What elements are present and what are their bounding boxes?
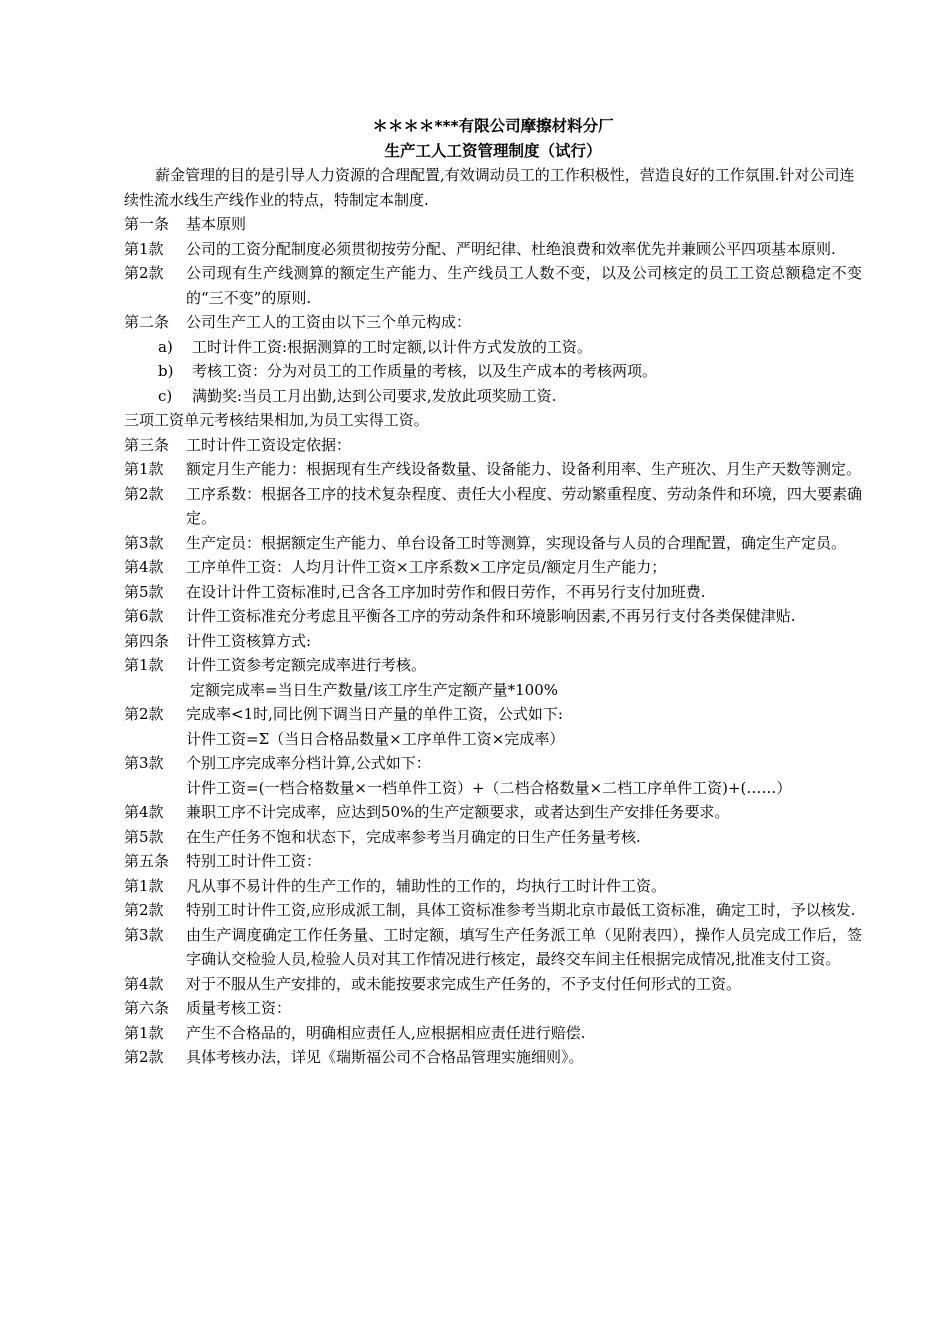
clause-text: 计件工资标准充分考虑且平衡各工序的劳动条件和环境影响因素,不再另行支付各类保健津贴. xyxy=(186,607,796,625)
clause-label: 第2款 xyxy=(124,1048,164,1066)
clause xyxy=(124,1045,862,1070)
sub-item-label: a) xyxy=(158,337,173,356)
clause-label: 第3款 xyxy=(124,533,164,552)
clause-label: 第2款 xyxy=(124,901,164,919)
clause-text: 公司现有生产线测算的额定生产能力、生产线员工人数不变，以及公司核定的员工工资总额稳定不变的“三不变”的原则. xyxy=(186,264,862,307)
clause xyxy=(124,898,862,923)
clause xyxy=(124,482,862,531)
article-5 xyxy=(124,849,862,874)
article-title: 计件工资核算方式: xyxy=(186,631,312,650)
sub-item-label: b) xyxy=(158,362,174,380)
clause xyxy=(124,237,862,262)
clause xyxy=(124,653,862,678)
clause xyxy=(124,555,862,580)
article-1 xyxy=(124,212,862,237)
clause-text: 对于不服从生产安排的，或未能按要求完成生产任务的，不予支付任何形式的工资。 xyxy=(186,974,742,993)
clause xyxy=(124,972,862,997)
clause xyxy=(124,825,862,850)
formula: 定额完成率=当日生产数量/该工序生产定额产量*100% xyxy=(190,680,559,699)
document-page xyxy=(124,114,862,1070)
clause-text: 产生不合格品的，明确相应责任人,应根据相应责任进行赔偿. xyxy=(186,1023,586,1042)
article-3 xyxy=(124,433,862,458)
sub-item-text: 满勤奖:当员工月出勤,达到公司要求,发放此项奖励工资. xyxy=(192,386,557,405)
article-6 xyxy=(124,996,862,1021)
clause-label: 第1款 xyxy=(124,1023,164,1042)
article-label: 第四条 xyxy=(124,631,170,650)
clause xyxy=(124,604,862,629)
clause-label: 第5款 xyxy=(124,582,164,601)
clause-label: 第1款 xyxy=(124,460,164,478)
clause-text: 特别工时计件工资,应形成派工制，具体工资标准参考当期北京市最低工资标准，确定工时，予以核发. xyxy=(186,901,856,919)
summary-line: 三项工资单元考核结果相加,为员工实得工资。 xyxy=(124,411,429,429)
clause-text: 由生产调度确定工作任务量、工时定额，填写生产任务派工单（见附表四），操作人员完成工作后，签字确认交检验人员,检验人员对其工作情况进行核定，最终交车间主任根据完成情况,批准支付工资。 xyxy=(186,925,862,968)
sub-item xyxy=(124,335,862,360)
article-title: 公司生产工人的工资由以下三个单元构成： xyxy=(186,313,472,331)
article-title: 基本原则 xyxy=(186,215,247,233)
clause-text: 生产定员：根据额定生产能力、单台设备工时等测算，实现设备与人员的合理配置，确定生产定员。 xyxy=(186,533,847,552)
clause-text: 工序系数：根据各工序的技术复杂程度、责任大小程度、劳动繁重程度、劳动条件和环境，四大要素确定。 xyxy=(186,484,862,527)
clause-text: 额定月生产能力：根据现有生产线设备数量、设备能力、设备利用率、生产班次、月生产天数等测定。 xyxy=(186,460,862,478)
article-title: 特别工时计件工资： xyxy=(186,852,322,870)
clause-label: 第1款 xyxy=(124,239,164,258)
clause-text: 具体考核办法，详见《瑞斯福公司不合格品管理实施细则》。 xyxy=(186,1048,584,1066)
clause xyxy=(124,874,862,899)
article-label: 第二条 xyxy=(124,313,170,331)
clause xyxy=(124,261,862,310)
sub-item xyxy=(124,384,862,409)
clause-text: 在设计计件工资标准时,已含各工序加时劳作和假日劳作，不再另行支付加班费. xyxy=(186,582,706,601)
clause xyxy=(124,702,862,727)
sub-item-text: 考核工资：分为对员工的工作质量的考核，以及生产成本的考核两项。 xyxy=(192,362,658,380)
clause-label: 第2款 xyxy=(124,705,164,723)
clause-label: 第5款 xyxy=(124,827,164,846)
clause-text: 凡从事不易计件的生产工作的，辅助性的工作的，均执行工时计件工资。 xyxy=(186,876,667,895)
clause-label: 第1款 xyxy=(124,876,164,895)
article-label: 第六条 xyxy=(124,999,170,1017)
intro-paragraph: 薪金管理的目的是引导人力资源的合理配置,有效调动员工的工作积极性，营造良好的工作氛围.针对公司连续性流水线生产线作业的特点，特制定本制度. xyxy=(124,166,855,209)
clause xyxy=(124,751,862,776)
clause-text: 公司的工资分配制度必须贯彻按劳分配、严明纪律、杜绝浪费和效率优先并兼顾公平四项基本原则. xyxy=(186,239,836,258)
sub-item-text: 工时计件工资:根据测算的工时定额,以计件方式发放的工资。 xyxy=(192,337,592,356)
formula: 计件工资=Σ（当日合格品数量×工序单件工资×完成率） xyxy=(186,729,565,748)
clause xyxy=(124,800,862,825)
clause-text: 个别工序完成率分档计算,公式如下： xyxy=(186,754,431,772)
document-title: 生产工人工资管理制度（试行） xyxy=(384,141,602,160)
clause-label: 第4款 xyxy=(124,803,164,821)
article-label: 第五条 xyxy=(124,852,170,870)
clause-text: 工序单件工资：人均月计件工资×工序系数×工序定员/额定月生产能力； xyxy=(186,558,667,576)
clause-label: 第1款 xyxy=(124,656,164,674)
clause xyxy=(124,1021,862,1046)
clause-label: 第2款 xyxy=(124,264,164,282)
article-4 xyxy=(124,629,862,654)
clause xyxy=(124,923,862,972)
clause-text: 兼职工序不计完成率，应达到50%的生产定额要求，或者达到生产安排任务要求。 xyxy=(186,803,730,821)
clause-label: 第4款 xyxy=(124,558,164,576)
article-title: 质量考核工资： xyxy=(186,999,292,1017)
clause-label: 第6款 xyxy=(124,607,164,625)
article-title: 工时计件工资设定依据： xyxy=(186,435,352,454)
clause-label: 第3款 xyxy=(124,754,164,772)
clause-text: 在生产任务不饱和状态下，完成率参考当月确定的日生产任务量考核. xyxy=(186,827,641,846)
clause-label: 第4款 xyxy=(124,974,164,993)
company-title: ＊＊＊＊***有限公司摩擦材料分厂 xyxy=(372,117,614,135)
clause-label: 第3款 xyxy=(124,925,164,944)
clause xyxy=(124,531,862,556)
sub-item-label: c) xyxy=(158,386,173,405)
clause-text: 计件工资参考定额完成率进行考核。 xyxy=(186,656,427,674)
article-label: 第三条 xyxy=(124,435,170,454)
clause xyxy=(124,580,862,605)
sub-item xyxy=(124,359,862,384)
article-label: 第一条 xyxy=(124,215,170,233)
clause-text: 完成率<1时,同比例下调当日产量的单件工资，公式如下: xyxy=(186,705,563,723)
article-2 xyxy=(124,310,862,335)
clause-label: 第2款 xyxy=(124,484,164,503)
formula: 计件工资=(一档合格数量×一档单件工资）+（二档合格数量×二档工序单件工资)+(……） xyxy=(186,778,792,797)
clause xyxy=(124,457,862,482)
